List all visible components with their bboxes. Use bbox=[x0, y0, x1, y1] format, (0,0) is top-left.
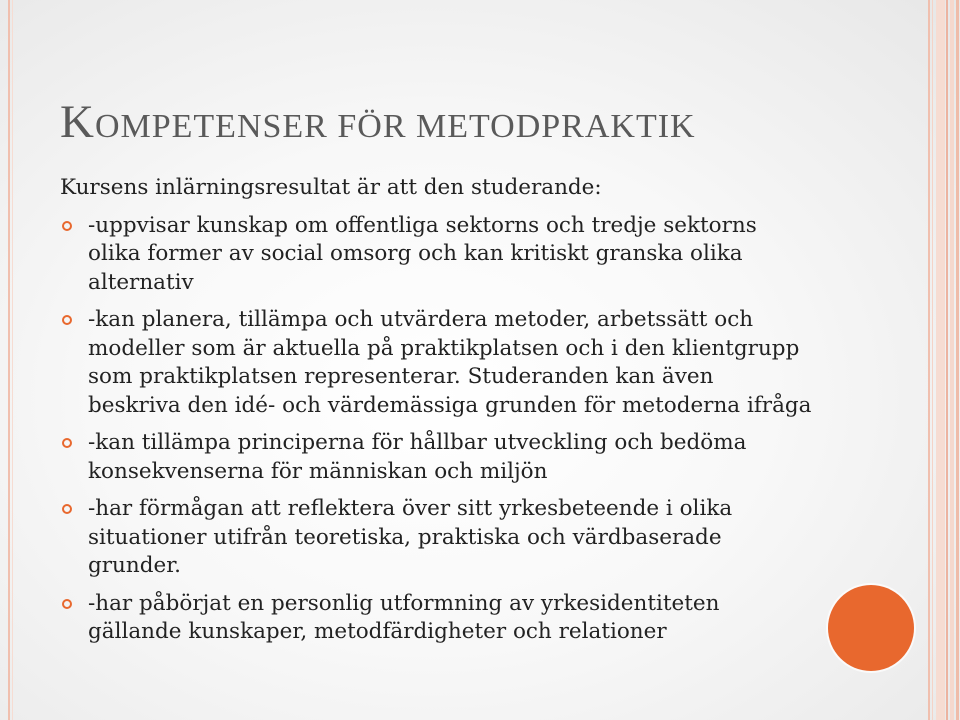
right-decorative-stripe bbox=[936, 0, 945, 720]
intro-text: Kursens inlärningsresultat är att den studerande: bbox=[60, 175, 602, 200]
bullet-line: olika former av social omsorg och kan kritiskt granska olika bbox=[88, 241, 743, 267]
bullet-line: alternativ bbox=[88, 269, 194, 295]
left-decorative-line bbox=[8, 0, 10, 720]
right-decorative-stripe bbox=[932, 0, 933, 720]
left-decorative-line bbox=[12, 0, 13, 720]
bullet-line: gällande kunskaper, metodfärdigheter och relationer bbox=[88, 618, 667, 644]
hollow-circle-bullet-icon bbox=[62, 221, 72, 231]
hollow-circle-bullet-icon bbox=[62, 438, 72, 448]
orange-accent-circle bbox=[828, 585, 914, 671]
slide-body bbox=[60, 174, 910, 656]
bullet-line: modeller som är aktuella på praktikplatsen och i den klientgrupp bbox=[88, 335, 800, 361]
right-decorative-stripe bbox=[946, 0, 948, 720]
hollow-circle-bullet-icon bbox=[62, 504, 72, 514]
slide-title: KOMPETENSER FÖR METODPRAKTIK bbox=[60, 96, 696, 148]
right-decorative-stripe bbox=[956, 0, 959, 720]
bullet-item bbox=[60, 590, 910, 647]
bullet-line: -kan planera, tillämpa och utvärdera metoder, arbetssätt och bbox=[88, 307, 754, 333]
bullet-item bbox=[60, 429, 910, 486]
bullet-line: -har påbörjat en personlig utformning av yrkesidentiteten bbox=[88, 590, 720, 616]
bullet-line: -kan tillämpa principerna för hållbar utveckling och bedöma bbox=[88, 430, 747, 456]
bullet-line: -uppvisar kunskap om offentliga sektorns och tredje sektorns bbox=[88, 212, 757, 238]
hollow-circle-bullet-icon bbox=[62, 599, 72, 609]
right-decorative-stripe bbox=[950, 0, 954, 720]
right-decorative-stripe bbox=[928, 0, 930, 720]
bullet-line: situationer utifrån teoretiska, praktiska och värdbaserade bbox=[88, 524, 722, 550]
bullet-line: som praktikplatsen representerar. Studeranden kan även bbox=[88, 364, 714, 390]
bullet-item bbox=[60, 212, 910, 297]
hollow-circle-bullet-icon bbox=[62, 315, 72, 325]
bullet-list bbox=[60, 212, 910, 646]
bullet-item bbox=[60, 306, 910, 420]
bullet-line: beskriva den idé- och värdemässiga grunden för metoderna ifråga bbox=[88, 392, 812, 418]
bullet-item bbox=[60, 495, 910, 580]
bullet-line: konsekvenserna för människan och miljön bbox=[88, 458, 548, 484]
bullet-line: -har förmågan att reflektera över sitt yrkesbeteende i olika bbox=[88, 496, 733, 522]
bullet-line: grunder. bbox=[88, 552, 181, 578]
